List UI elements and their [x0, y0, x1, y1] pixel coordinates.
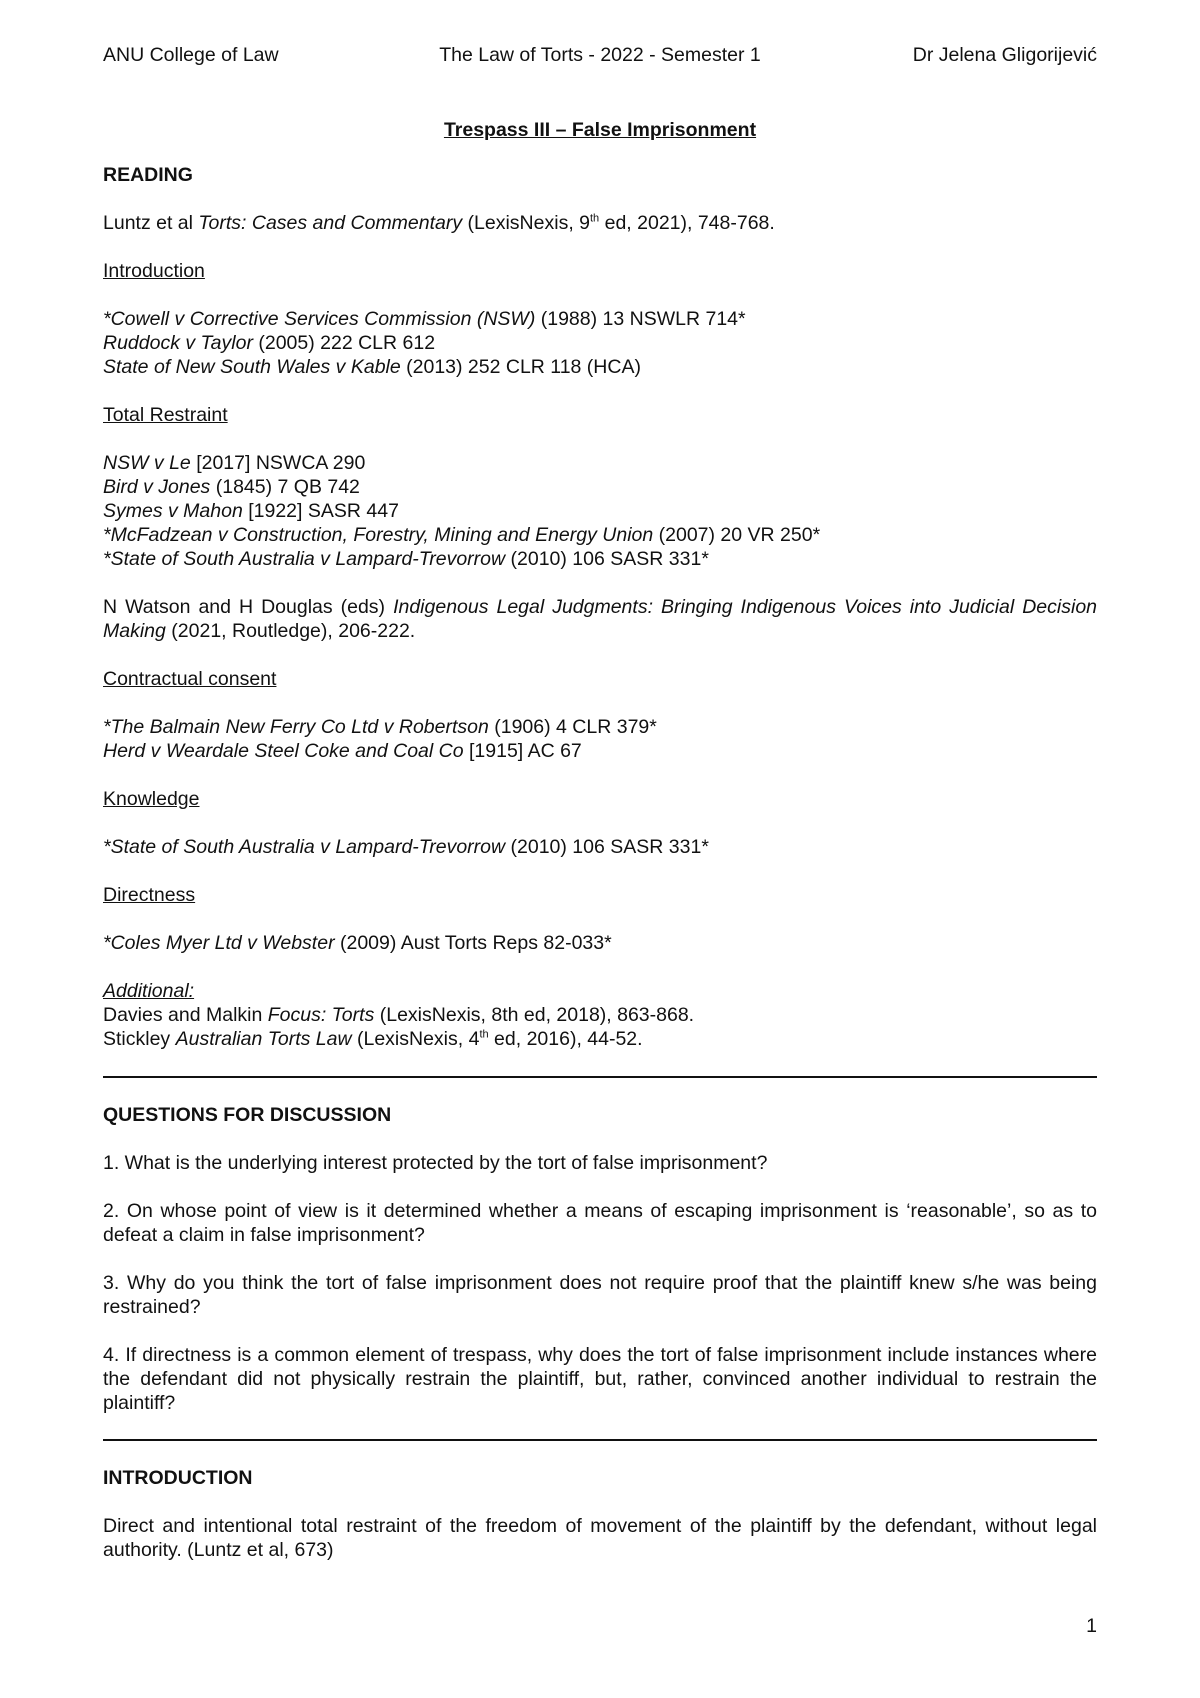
knowledge-cases — [103, 835, 1097, 859]
contractual-consent-cases — [103, 715, 1097, 763]
document-title: Trespass III – False Imprisonment — [443, 119, 757, 141]
reading-watson: N Watson and H Douglas (eds) Indigenous Legal Judgments: Bringing Indigenous Voices into Judicial Decision Making (2021, Routledge), 206-222. — [103, 596, 1098, 642]
knowledge-label: Knowledge — [103, 788, 200, 810]
directness-label: Directness — [103, 884, 196, 906]
case-citation: *Coles Myer Ltd v Webster (2009) Aust Torts Reps 82-033* — [103, 932, 612, 954]
case-citation: Symes v Mahon [1922] SASR 447 — [103, 500, 399, 522]
additional-label: Additional: — [103, 980, 195, 1002]
question-item: 4. If directness is a common element of trespass, why does the tort of false imprisonment include instances where the defendant did not physically restrain the plaintiff, but, rather, convinced another individual to restrain the plaintiff? — [103, 1344, 1097, 1414]
introduction-definition: Direct and intentional total restraint of the freedom of movement of the plaintiff by the defendant, without legal authority. (Luntz et al, 673) — [103, 1515, 1097, 1561]
case-citation: *The Balmain New Ferry Co Ltd v Robertson (1906) 4 CLR 379* — [103, 716, 657, 738]
case-citation: *State of South Australia v Lampard-Trevorrow (2010) 106 SASR 331* — [103, 548, 709, 570]
case-citation: Bird v Jones (1845) 7 QB 742 — [103, 476, 360, 498]
reading-luntz: Luntz et al Torts: Cases and Commentary (LexisNexis, 9th ed, 2021), 748-768. — [103, 212, 775, 234]
introduction-cases — [103, 307, 1097, 379]
case-citation: *Cowell v Corrective Services Commission (NSW) (1988) 13 NSWLR 714* — [103, 308, 746, 330]
case-citation: *McFadzean v Construction, Forestry, Mining and Energy Union (2007) 20 VR 250* — [103, 524, 821, 546]
question-item: 3. Why do you think the tort of false imprisonment does not require proof that the plaintiff knew s/he was being restrained? — [103, 1272, 1097, 1318]
question-item: 2. On whose point of view is it determined whether a means of escaping imprisonment is ‘reasonable’, so as to defeat a claim in false imprisonment? — [103, 1200, 1097, 1246]
page-content — [103, 118, 1097, 1586]
contractual-consent-label: Contractual consent — [103, 668, 277, 690]
section-divider — [103, 1076, 1097, 1078]
case-citation: Herd v Weardale Steel Coke and Coal Co [1915] AC 67 — [103, 740, 582, 762]
header-institution: ANU College of Law — [103, 44, 279, 66]
reading-davies: Davies and Malkin Focus: Torts (LexisNexis, 8th ed, 2018), 863-868. — [103, 1004, 695, 1026]
case-citation: Ruddock v Taylor (2005) 222 CLR 612 — [103, 332, 436, 354]
case-citation: *State of South Australia v Lampard-Trevorrow (2010) 106 SASR 331* — [103, 836, 709, 858]
case-citation: NSW v Le [2017] NSWCA 290 — [103, 452, 366, 474]
reading-stickley: Stickley Australian Torts Law (LexisNexis, 4th ed, 2016), 44-52. — [103, 1028, 643, 1050]
additional-reading — [103, 979, 1097, 1051]
section-divider — [103, 1439, 1097, 1441]
case-citation: State of New South Wales v Kable (2013) 252 CLR 118 (HCA) — [103, 356, 641, 378]
page-number: 1 — [1086, 1615, 1097, 1637]
question-item: 1. What is the underlying interest protected by the tort of false imprisonment? — [103, 1152, 768, 1174]
introduction-label: Introduction — [103, 260, 205, 282]
total-restraint-label: Total Restraint — [103, 404, 228, 426]
directness-cases — [103, 931, 1097, 955]
page-header — [103, 43, 1097, 69]
introduction-heading: INTRODUCTION — [103, 1467, 253, 1489]
questions-heading: QUESTIONS FOR DISCUSSION — [103, 1104, 392, 1126]
header-author: Dr Jelena Gligorijević — [912, 44, 1097, 66]
header-course: The Law of Torts - 2022 - Semester 1 — [439, 44, 761, 66]
reading-heading: READING — [103, 164, 193, 186]
total-restraint-cases — [103, 451, 1097, 571]
